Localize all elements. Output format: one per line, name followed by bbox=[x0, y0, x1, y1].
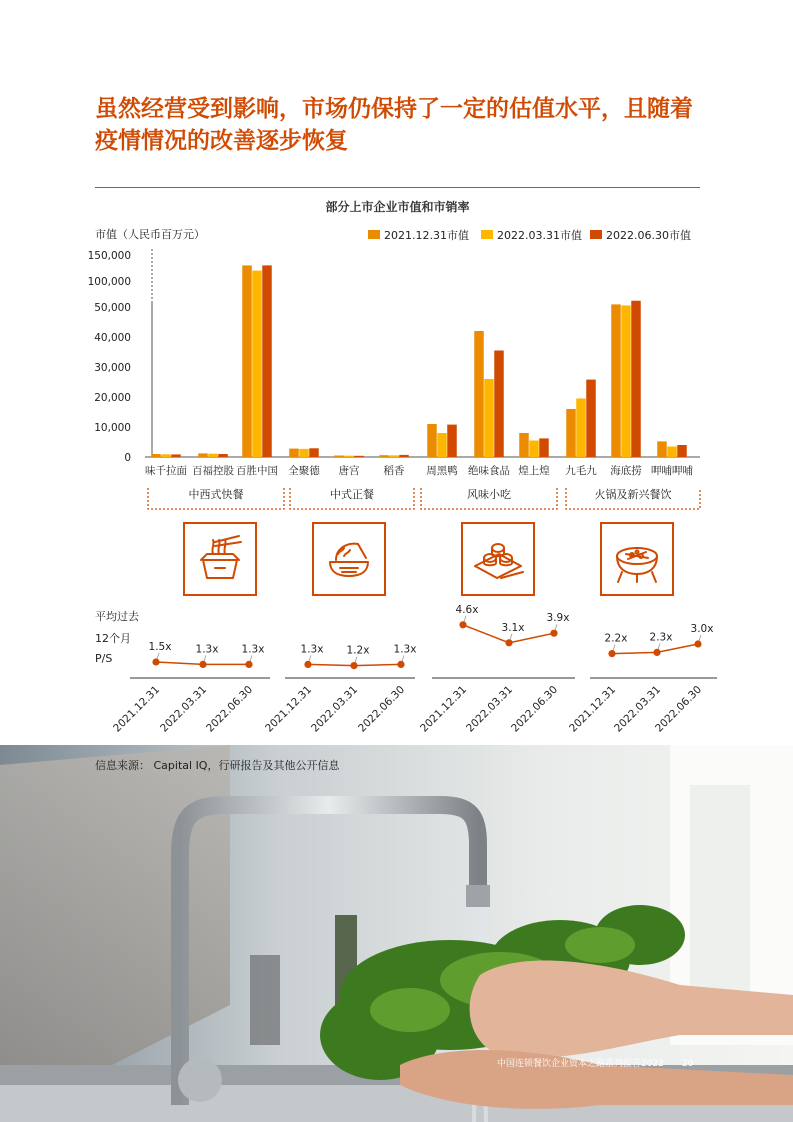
page-title: 虽然经营受到影响，市场仍保持了一定的估值水平，且随着疫情情况的改善逐步恢复 bbox=[95, 96, 693, 154]
ps-date-label: 2022.03.31 bbox=[464, 683, 516, 735]
bar bbox=[447, 425, 457, 457]
bar bbox=[586, 380, 596, 457]
bar bbox=[344, 456, 354, 457]
page-number: 20 bbox=[681, 1059, 694, 1069]
legend-swatch bbox=[590, 230, 602, 239]
ps-value-label: 1.2x bbox=[346, 644, 370, 657]
noodle-box-icon bbox=[193, 532, 247, 586]
chinese-dining-icon-box bbox=[312, 522, 386, 596]
ps-point bbox=[608, 650, 615, 657]
ps-value-label: 1.3x bbox=[300, 643, 324, 656]
bar bbox=[657, 441, 667, 457]
ps-point bbox=[245, 661, 252, 668]
footer-report-name: 中国连锁餐饮企业资本之路系列报告2022 bbox=[497, 1059, 664, 1069]
group-label: 中西式快餐 bbox=[188, 488, 244, 501]
page-footer bbox=[497, 1056, 693, 1069]
legend-swatch bbox=[481, 230, 493, 239]
ps-value-label: 1.5x bbox=[148, 641, 172, 653]
group-label: 火锅及新兴餐饮 bbox=[594, 488, 672, 501]
legend-swatch bbox=[368, 230, 380, 239]
ps-value-label: 1.3x bbox=[393, 643, 417, 656]
bar bbox=[289, 449, 299, 457]
category-label: 百胜中国 bbox=[236, 465, 278, 477]
y-tick-label: 150,000 bbox=[87, 250, 131, 262]
group-label: 中式正餐 bbox=[330, 488, 374, 501]
bar bbox=[484, 379, 494, 457]
ps-point bbox=[505, 639, 512, 646]
ps-value-label: 3.1x bbox=[501, 621, 525, 634]
bar bbox=[262, 265, 272, 457]
ps-date-label: 2022.03.31 bbox=[158, 683, 210, 735]
ps-value-label: 3.9x bbox=[546, 612, 570, 625]
bar bbox=[208, 454, 218, 457]
ps-point bbox=[550, 630, 557, 637]
category-label: 周黑鸭 bbox=[426, 465, 458, 477]
ps-point bbox=[304, 661, 311, 668]
group-label: 风味小吃 bbox=[467, 488, 511, 501]
ps-date-label: 2021.12.31 bbox=[567, 683, 619, 735]
fast-food-icon-box bbox=[183, 522, 257, 596]
bar bbox=[242, 265, 252, 457]
category-label: 海底捞 bbox=[610, 465, 642, 477]
bar bbox=[576, 399, 586, 458]
ps-point bbox=[459, 621, 466, 628]
bar bbox=[667, 447, 677, 458]
ps-value-label: 4.6x bbox=[455, 603, 479, 616]
bar bbox=[611, 304, 621, 457]
ps-point bbox=[199, 661, 206, 668]
legend-label: 2021.12.31市值 bbox=[384, 229, 469, 242]
bar bbox=[621, 305, 631, 457]
y-tick-label: 10,000 bbox=[94, 422, 131, 434]
bar bbox=[399, 455, 409, 457]
ps-date-label: 2022.03.31 bbox=[309, 683, 361, 735]
snack-icon-box bbox=[461, 522, 535, 596]
chart-title: 部分上市企业市值和市销率 bbox=[325, 200, 470, 214]
y-tick-label: 40,000 bbox=[94, 332, 131, 344]
bar bbox=[539, 438, 549, 457]
y-tick-label: 50,000 bbox=[94, 302, 131, 314]
bar bbox=[299, 449, 309, 457]
category-label: 百福控股 bbox=[192, 465, 234, 477]
ps-value-label: 2.3x bbox=[649, 631, 673, 644]
bar bbox=[474, 331, 484, 457]
hotpot-grill-icon bbox=[610, 532, 664, 586]
ps-date-label: 2022.03.31 bbox=[612, 683, 664, 735]
ps-value-label: 1.3x bbox=[241, 643, 265, 656]
ps-value-label: 2.2x bbox=[604, 632, 628, 645]
bar bbox=[494, 351, 504, 458]
bar bbox=[309, 448, 319, 457]
bar bbox=[389, 455, 399, 457]
category-label: 呷哺呷哺 bbox=[651, 465, 693, 477]
ps-value-label: 1.3x bbox=[195, 643, 219, 656]
ps-date-label: 2022.06.30 bbox=[509, 683, 561, 735]
ps-date-label: 2022.06.30 bbox=[356, 683, 408, 735]
sushi-roll-icon bbox=[471, 532, 525, 586]
source-note: 信息来源： Capital IQ，行研报告及其他公开信息 bbox=[95, 759, 340, 772]
ps-date-label: 2021.12.31 bbox=[263, 683, 315, 735]
bar bbox=[529, 441, 539, 458]
ps-date-label: 2021.12.31 bbox=[418, 683, 470, 735]
bar bbox=[677, 445, 687, 457]
category-label: 稻香 bbox=[383, 465, 405, 477]
ps-point bbox=[694, 640, 701, 647]
bar bbox=[252, 271, 262, 457]
ps-axis-label-line1: 平均过去 bbox=[95, 610, 139, 623]
ps-point bbox=[397, 661, 404, 668]
hotpot-icon-box bbox=[600, 522, 674, 596]
y-tick-label: 30,000 bbox=[94, 362, 131, 374]
category-label: 煌上煌 bbox=[518, 465, 550, 477]
y-tick-label: 100,000 bbox=[87, 276, 131, 288]
bar bbox=[218, 454, 228, 457]
ps-point bbox=[653, 649, 660, 656]
category-label: 唐宫 bbox=[338, 465, 360, 477]
legend-label: 2022.03.31市值 bbox=[497, 229, 582, 242]
bar bbox=[631, 301, 641, 457]
y-axis-label: 市值（人民币百万元） bbox=[95, 228, 205, 241]
y-tick-label: 0 bbox=[124, 452, 131, 464]
ps-point bbox=[350, 662, 357, 669]
bar bbox=[161, 454, 171, 457]
y-tick-label: 20,000 bbox=[94, 392, 131, 404]
bar bbox=[379, 455, 389, 457]
legend-label: 2022.06.30市值 bbox=[606, 229, 691, 242]
category-label: 味千拉面 bbox=[145, 465, 187, 477]
ps-date-label: 2022.06.30 bbox=[204, 683, 256, 735]
bar bbox=[354, 456, 364, 457]
bar bbox=[427, 424, 437, 457]
category-label: 绝味食品 bbox=[468, 465, 510, 477]
ps-axis-label-line2: 12个月 bbox=[95, 632, 131, 645]
category-label: 九毛九 bbox=[565, 465, 597, 477]
bar bbox=[437, 433, 447, 457]
ps-point bbox=[152, 658, 159, 665]
bar bbox=[151, 454, 161, 457]
bar bbox=[334, 456, 344, 458]
bar bbox=[566, 409, 576, 457]
bar bbox=[171, 454, 181, 457]
ps-date-label: 2021.12.31 bbox=[111, 683, 163, 735]
ps-value-label: 3.0x bbox=[690, 623, 714, 635]
ps-date-label: 2022.06.30 bbox=[653, 683, 705, 735]
covered-dish-icon bbox=[322, 532, 376, 586]
ps-axis-label-line3: P/S bbox=[95, 652, 113, 665]
bar bbox=[198, 453, 208, 457]
bar bbox=[519, 433, 529, 457]
category-label: 全聚德 bbox=[288, 465, 320, 477]
